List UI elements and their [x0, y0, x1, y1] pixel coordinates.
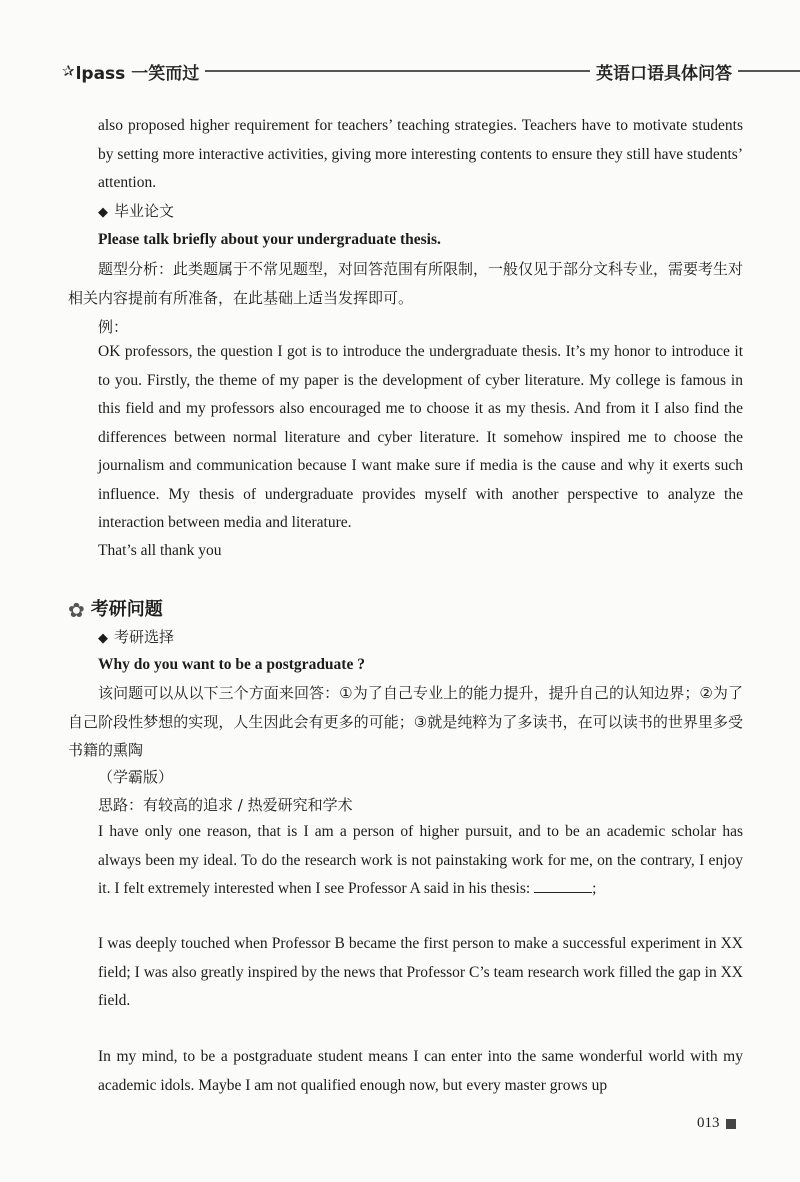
diamond-icon: ◆ [98, 631, 108, 646]
paragraph-pg-1-text: I have only one reason, that is I am a person of higher pursuit, and to be an academic scholar has always been my ideal. To do the research work is not painstaking work for me, on the contrary, I enjoy it. I felt extremely interested when I see Professor A said in his thesis: [98, 823, 743, 897]
brand-logo [62, 59, 199, 84]
question-postgraduate: Why do you want to be a postgraduate ? [98, 656, 365, 673]
paragraph-pg-1-end: ; [592, 880, 597, 897]
page-number [697, 1115, 736, 1132]
section-heading-text: 考研问题 [90, 599, 163, 620]
question-thesis: Please talk briefly about your undergraduate thesis. [98, 231, 441, 248]
header-section-title: 英语口语具体问答 [596, 63, 732, 84]
square-icon [726, 1119, 736, 1129]
brand-text: lpass 一笑而过 [75, 63, 200, 84]
paragraph-pg-2: I was deeply touched when Professor B became the first person to make a successful experiment in XX field; I was also greatly inspired by the news that Professor C’s team research work filled the gap in XX field. [98, 935, 743, 1009]
header-rule-end [738, 70, 800, 72]
page-header [62, 60, 800, 82]
subheading-thesis-text: 毕业论文 [114, 202, 175, 220]
paragraph-pg-3: In my mind, to be a postgraduate student means I can enter into the same wonderful world with my academic idols. Maybe I am not qualified enough now, but every master grows up [98, 1048, 743, 1094]
subheading-thesis [98, 197, 743, 228]
flower-icon: ✿ [68, 598, 85, 622]
subheading-choice-text: 考研选择 [114, 628, 175, 646]
analysis-postgraduate: 该问题可以从以下三个方面来回答：①为了自己专业上的能力提升，提升自己的认知边界；②为了自己阶段性梦想的实现，人生因此会有更多的可能；③就是纯粹为了多读书，在可以读书的世界里多受书籍的熏陶 [68, 684, 743, 759]
version-label: （学霸版） [98, 768, 174, 786]
fill-in-blank [534, 878, 592, 893]
star-icon: ✰ [62, 62, 75, 80]
page-number-text: 013 [697, 1115, 720, 1131]
header-rule [205, 70, 590, 72]
idea-label: 思路：有较高的追求 / 热爱研究和学术 [98, 796, 353, 814]
paragraph-pg-1 [98, 818, 743, 904]
paragraph-intro: also proposed higher requirement for teachers’ teaching strategies. Teachers have to motivate students by setting more interactive activities, giving more interesting contents to ensure they still have students’ attention. [98, 117, 743, 191]
example-label: 例： [98, 318, 129, 336]
diamond-icon: ◆ [98, 205, 108, 220]
section-heading [68, 596, 713, 625]
paragraph-thesis-answer: OK professors, the question I got is to introduce the undergraduate thesis. It’s my honor to introduce it to you. Firstly, the theme of my paper is the development of cyber literature. My college is famous in this field and my professors also encouraged me to choose it as my thesis. And from it I also find the differences between normal literature and cyber literature. It somehow inspired me to choose the journalism and communication because I want make sure if media is the cause and why it exerts such influence. My thesis of undergraduate provides myself with another perspective to analyze the interaction between media and literature. [98, 343, 743, 531]
paragraph-thanks: That’s all thank you [98, 542, 222, 559]
analysis-thesis: 题型分析：此类题属于不常见题型，对回答范围有所限制，一般仅见于部分文科专业，需要考生对相关内容提前有所准备，在此基础上适当发挥即可。 [68, 260, 744, 307]
subheading-choice [98, 623, 743, 654]
